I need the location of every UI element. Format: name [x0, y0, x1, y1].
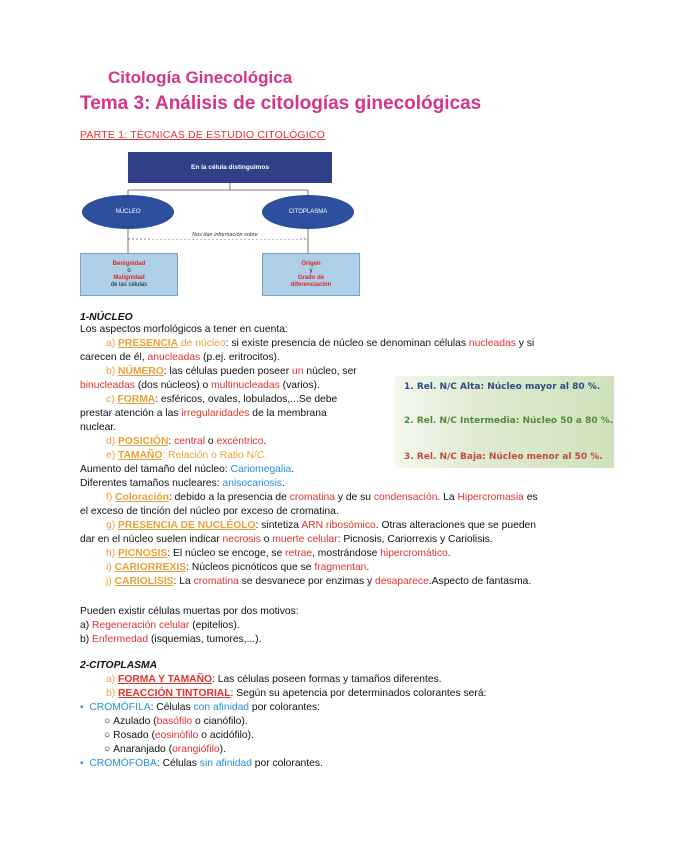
box-line: diferenciación — [290, 281, 332, 288]
diagram-nucleo: NÚCLEO — [82, 195, 174, 229]
txt: CARIORREXIS — [114, 562, 187, 573]
txt: o cianófilo). — [192, 716, 248, 727]
txt: , mostrándose — [312, 548, 381, 559]
txt: . — [282, 478, 285, 489]
txt: sin afinidad — [199, 758, 252, 769]
txt: Aumento del tamaño del núcleo: — [80, 464, 231, 475]
txt: . La — [437, 492, 458, 503]
txt: (epitelios). — [189, 620, 240, 631]
txt: e) — [106, 450, 119, 461]
txt: (varios). — [279, 380, 320, 391]
txt: (p.ej. eritrocitos). — [200, 352, 280, 363]
txt: j) — [106, 576, 115, 587]
txt: muerte celular — [272, 534, 338, 545]
txt: es — [523, 492, 538, 503]
txt: de núcleo — [178, 338, 226, 349]
cromofila-line — [80, 701, 320, 714]
txt: b) — [106, 688, 119, 699]
cell-diagram — [80, 150, 380, 296]
txt: núcleo, ser — [303, 366, 357, 377]
cit-a-forma — [106, 673, 442, 686]
txt: necrosis — [222, 534, 261, 545]
txt: eosinófilo — [154, 730, 199, 741]
txt: anisocariosis — [222, 478, 283, 489]
txt: nucleadas — [468, 338, 516, 349]
item-f-coloracion — [106, 491, 538, 504]
txt: dar en el núcleo suelen indicar — [80, 534, 223, 545]
sub-bullet-icon: ○ — [104, 744, 111, 755]
txt: b) — [106, 366, 119, 377]
muertas-a — [80, 619, 240, 632]
txt: retrae — [285, 548, 313, 559]
txt: Regeneración celular — [92, 620, 190, 631]
item-c-forma — [106, 393, 337, 406]
txt: : debido a la presencia de — [168, 492, 290, 503]
sub-bullet-icon: ○ — [104, 716, 111, 727]
ratio-alta: 1. Rel. N/C Alta: Núcleo mayor al 80 %. — [404, 382, 601, 392]
txt: . — [263, 436, 267, 447]
txt: CARIOLISIS — [114, 576, 174, 587]
txt: un — [292, 366, 304, 377]
muertas-intro: Pueden existir células muertas por dos motivos: — [80, 606, 299, 617]
txt: POSICIÓN — [118, 436, 169, 447]
txt: : las células pueden poseer — [163, 366, 293, 377]
txt: a) — [80, 620, 93, 631]
txt: irregularidades — [181, 408, 250, 419]
txt: a) — [106, 674, 119, 685]
txt: c) — [106, 394, 118, 405]
txt: carecen de él, — [80, 352, 148, 363]
txt: : sintetiza — [255, 520, 302, 531]
item-c-line2 — [80, 407, 327, 420]
topic-title: Tema 3: Análisis de citologías ginecológicas — [80, 93, 482, 114]
txt: : Relación o Ratio N/C. — [162, 450, 268, 461]
txt: : Las células poseen formas y tamaños diferentes. — [212, 674, 442, 685]
rosado-line — [104, 729, 254, 742]
txt: o — [205, 436, 217, 447]
txt: con afinidad — [193, 702, 250, 713]
txt: . — [291, 464, 295, 475]
txt: Enfermedad — [92, 634, 149, 645]
txt: se desvanece por enzimas y — [238, 576, 375, 587]
txt: orangiófilo — [172, 744, 220, 755]
txt: binucleadas — [80, 380, 135, 391]
item-g-line2 — [80, 533, 493, 546]
txt: Coloración — [115, 492, 169, 503]
item-c-line3: nuclear. — [80, 422, 117, 433]
txt: : — [168, 436, 175, 447]
bullet-icon: • — [80, 758, 84, 769]
txt: fragmentan — [314, 562, 367, 573]
cromofoba-line — [80, 757, 323, 770]
txt: Azulado ( — [113, 716, 157, 727]
aumento-line — [80, 463, 294, 476]
box-line: de las células — [110, 281, 148, 288]
txt: condensación — [373, 492, 438, 503]
txt: basófilo — [156, 716, 193, 727]
txt: NÚMERO — [118, 366, 164, 377]
box-line: Malignidad — [113, 274, 145, 281]
diagram-root: En la célula distinguimos — [128, 152, 332, 183]
txt: . Otras alteraciones que se pueden — [375, 520, 536, 531]
txt: o acidófilo). — [198, 730, 254, 741]
diagram-citoplasma: CITOPLASMA — [262, 195, 354, 229]
txt: Anaranjado ( — [113, 744, 173, 755]
txt: FORMA — [117, 394, 156, 405]
txt: Rosado ( — [113, 730, 155, 741]
txt: Hipercromasia — [457, 492, 524, 503]
box-line: Benignidad — [112, 260, 146, 267]
txt: . — [366, 562, 370, 573]
txt: : Células — [150, 702, 194, 713]
item-b-numero — [106, 365, 357, 378]
txt: PRESENCIA — [118, 338, 179, 349]
txt: : El núcleo se encoge, se — [167, 548, 286, 559]
txt: . — [447, 548, 451, 559]
item-i-cariorrexis — [106, 561, 369, 574]
txt: ). — [219, 744, 226, 755]
txt: : La — [173, 576, 194, 587]
txt: de la membrana — [249, 408, 327, 419]
item-f-line2: el exceso de tinción del núcleo por exceso de cromatina. — [80, 506, 339, 517]
item-a-line2 — [80, 351, 280, 364]
txt: PICNOSIS — [118, 548, 168, 559]
txt: g) — [106, 520, 119, 531]
txt: Diferentes tamaños nucleares: — [80, 478, 223, 489]
txt: : Núcleos picnóticos que se — [186, 562, 315, 573]
muertas-b — [80, 633, 261, 646]
item-e-tamano — [106, 449, 267, 462]
txt: : si existe presencia de núcleo se denominan células — [225, 338, 469, 349]
txt: i) — [106, 562, 115, 573]
txt: f) — [106, 492, 116, 503]
txt: : Células — [156, 758, 200, 769]
box-line: Origen — [301, 260, 321, 267]
diagram-info-label: Nos dan información sobre — [150, 232, 300, 239]
diferentes-line — [80, 477, 285, 490]
nucleo-intro: Los aspectos morfológicos a tener en cuenta: — [80, 324, 288, 335]
subject-title: Citología Ginecológica — [108, 68, 293, 87]
txt: central — [174, 436, 206, 447]
txt: TAMAÑO — [118, 450, 163, 461]
txt: REACCIÓN TINTORIAL — [118, 688, 231, 699]
item-g-nucleolo — [106, 519, 536, 532]
txt: prestar atención a las — [80, 408, 182, 419]
item-b-line2 — [80, 379, 320, 392]
txt: (dos núcleos) o — [134, 380, 212, 391]
txt: : esféricos, ovales, lobulados,...Se debe — [155, 394, 338, 405]
txt: d) — [106, 436, 119, 447]
txt: Cariomegalia — [230, 464, 292, 475]
txt: CROMÓFILA — [89, 702, 151, 713]
txt: h) — [106, 548, 119, 559]
txt: (isquemias, tumores,...). — [148, 634, 262, 645]
azulado-line — [104, 715, 248, 728]
txt: hipercromático — [380, 548, 448, 559]
txt: : Picnosis, Cariorrexis y Cariolisis. — [337, 534, 493, 545]
txt: cromatina — [193, 576, 239, 587]
txt: CROMÓFOBA — [89, 758, 157, 769]
box-line: y — [309, 267, 313, 274]
txt: anucleadas — [147, 352, 201, 363]
txt: multinucleadas — [211, 380, 280, 391]
txt: .Aspecto de fantasma. — [428, 576, 532, 587]
diagram-benignidad-box — [80, 253, 178, 296]
txt: b) — [80, 634, 93, 645]
item-d-posicion — [106, 435, 266, 448]
anaranjado-line — [104, 743, 226, 756]
txt: excéntrico — [216, 436, 264, 447]
section-citoplasma-heading: 2-CITOPLASMA — [80, 660, 158, 671]
txt: o — [260, 534, 273, 545]
diagram-origen-box — [262, 253, 360, 296]
section-nucleo-heading: 1-NÚCLEO — [80, 312, 133, 323]
txt: ARN ribosómico — [301, 520, 376, 531]
txt: por colorantes: — [249, 702, 321, 713]
part-heading: PARTE 1: TÉCNICAS DE ESTUDIO CITOLÓGICO — [80, 129, 326, 141]
txt: a) — [106, 338, 119, 349]
txt: y si — [515, 338, 535, 349]
ratio-intermedia: 2. Rel. N/C Intermedia: Núcleo 50 a 80 %. — [404, 416, 614, 426]
item-j-cariolisis — [106, 575, 531, 588]
sub-bullet-icon: ○ — [104, 730, 111, 741]
txt: : Según su apetencia por determinados colorantes será: — [230, 688, 487, 699]
txt: por colorantes. — [251, 758, 323, 769]
cit-b-reaccion — [106, 687, 486, 700]
txt: PRESENCIA DE NUCLÉOLO — [118, 520, 256, 531]
box-line: Grado de — [297, 274, 325, 281]
item-h-picnosis — [106, 547, 451, 560]
box-line: o — [127, 267, 131, 274]
txt: y de su — [334, 492, 374, 503]
ratio-baja: 3. Rel. N/C Baja: Núcleo menor al 50 %. — [404, 452, 603, 462]
txt: FORMA Y TAMAÑO — [118, 674, 213, 685]
bullet-icon: • — [80, 702, 84, 713]
nc-ratio-image — [395, 376, 614, 468]
txt: cromatina — [289, 492, 335, 503]
txt: desaparece — [375, 576, 429, 587]
item-a-presencia — [106, 337, 534, 350]
